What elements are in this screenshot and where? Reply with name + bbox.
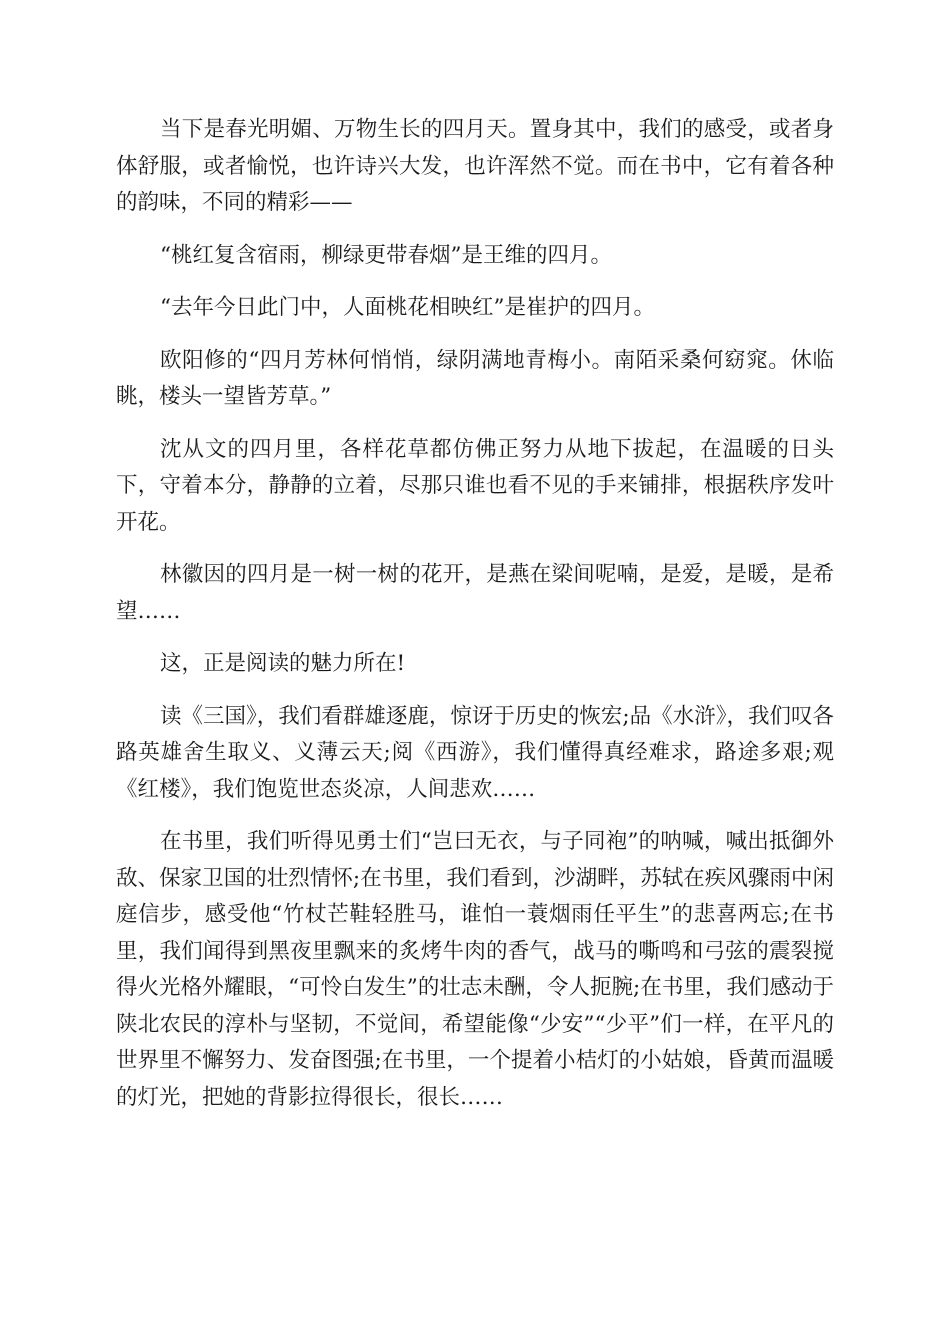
paragraph-lin-huiyin: 林徽因的四月是一树一树的花开，是燕在梁间呢喃，是爱，是暖，是希望…… — [116, 562, 834, 624]
paragraph-ouyang-xiu: 欧阳修的“四月芳林何悄悄，绿阴满地青梅小。南陌采桑何窈窕。休临眺，楼头一望皆芳草。” — [116, 347, 834, 409]
paragraph-classics: 读《三国》，我们看群雄逐鹿，惊讶于历史的恢宏;品《水浒》，我们叹各路英雄舍生取义、义薄云天;阅《西游》，我们懂得真经难求，路途多艰;观《红楼》，我们饱览世态炎凉，人间悲欢…… — [116, 703, 834, 802]
paragraph-wang-wei: “桃红复含宿雨，柳绿更带春烟”是王维的四月。 — [160, 242, 612, 268]
paragraph-in-books: 在书里，我们听得见勇士们“岂曰无衣，与子同袍”的呐喊，喊出抵御外敌、保家卫国的壮烈情怀;在书里，我们看到，沙湖畔，苏轼在疾风骤雨中闲庭信步，感受他“竹杖芒鞋轻胜马，谁怕一蓑烟雨任平生”的悲喜两忘;在书里，我们闻得到黑夜里飘来的炙烤牛肉的香气，战马的嘶鸣和弓弦的震裂搅得火光格外耀眼，“可怜白发生”的壮志未酬，令人扼腕;在书里，我们感动于陕北农民的淳朴与坚韧，不觉间，希望能像“少安”“少平”们一样，在平凡的世界里不懈努力、发奋图强;在书里，一个提着小桔灯的小姑娘，昏黄而温暖的灯光，把她的背影拉得很长，很长…… — [116, 829, 834, 1110]
paragraph-charm-of-reading: 这，正是阅读的魅力所在! — [160, 651, 406, 676]
paragraph-shen-congwen: 沈从文的四月里，各样花草都仿佛正努力从地下拔起，在温暖的日头下，守着本分，静静的立着，尽那只谁也看不见的手来铺排，根据秩序发叶开花。 — [116, 436, 834, 535]
document-body — [116, 112, 834, 1132]
paragraph-cui-hu: “去年今日此门中，人面桃花相映红”是崔护的四月。 — [160, 295, 655, 320]
paragraph-intro: 当下是春光明媚、万物生长的四月天。置身其中，我们的感受，或者身体舒服，或者愉悦，也许诗兴大发，也许浑然不觉。而在书中，它有着各种的韵味，不同的精彩—— — [116, 117, 834, 215]
